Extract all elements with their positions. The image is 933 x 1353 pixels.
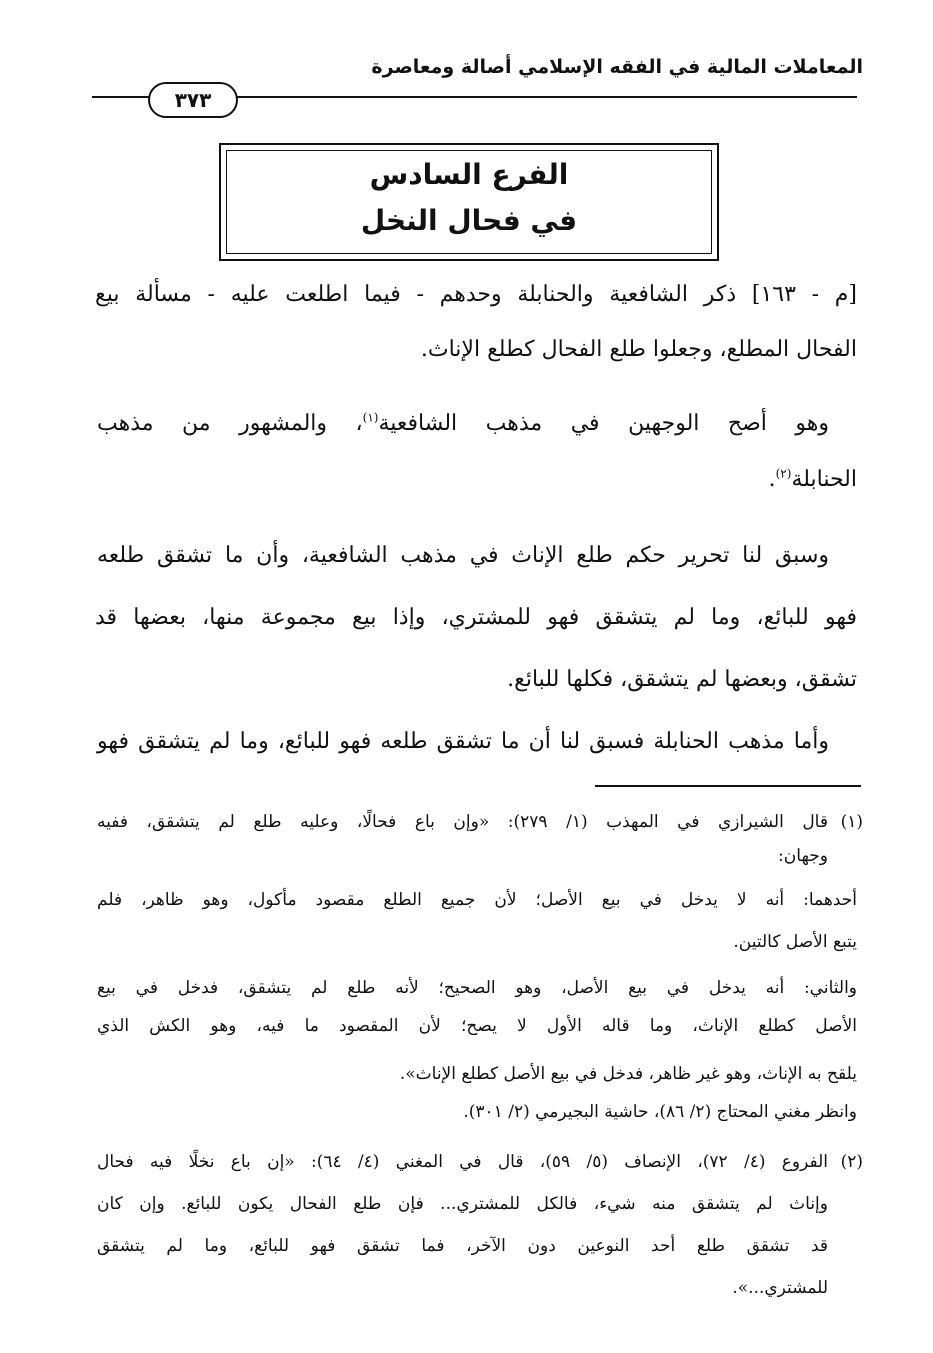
body-line-1: [م - ١٦٣] ذكر الشافعية والحنابلة وحدهم - فيما اطلعت عليه - مسألة بيع [95,282,857,307]
body-line-7: تشقق، وبعضها لم يتشقق، فكلها للبائع. [507,667,857,692]
section-title-line-2: في فحال النخل [360,204,578,237]
body-line-5: وسبق لنا تحرير حكم طلع الإناث في مذهب الشافعية، وأن ما تشقق طلعه [97,543,829,568]
footnote-1-line-7: يلقح به الإناث، وهو غير ظاهر، فدخل في بيع الأصل كطلع الإناث». [399,1064,857,1084]
footnote-2-line-1: الفروع (٤/ ٧٢)، الإنصاف (٥/ ٥٩)، قال في المغني (٤/ ٦٤): «إن باع نخلًا فيه فحال [97,1152,828,1172]
body-line-8: وأما مذهب الحنابلة فسبق لنا أن ما تشقق طلعه فهو للبائع، وما لم يتشقق فهو [97,729,829,754]
footnote-2-number: (٢) [840,1152,863,1172]
body-line-4 [95,460,857,500]
body-line-6: فهو للبائع، وما لم يتشقق فهو للمشتري، وإذا بيع مجموعة منها، بعضها قد [95,605,857,630]
footnote-2-line-2: وإناث لم يتشقق منه شيء، فالكل للمشتري... فإن طلع الفحال يكون للبائع. وإن كان [97,1194,828,1214]
footnote-1-line-1: قال الشيرازي في المهذب (١/ ٢٧٩): «وإن باع فحالًا، وعليه طلع لم يتشقق، ففيه [97,812,828,832]
footnote-1-line-2: وجهان: [778,846,828,866]
page-number: ٣٧٣ [148,82,238,118]
footnote-2-line-3: قد تشقق طلع أحد النوعين دون الآخر، فما تشقق فهو للبائع، وما لم يتشقق [97,1236,828,1256]
footnote-1-line-3: أحدهما: أنه لا يدخل في بيع الأصل؛ لأن جميع الطلع مقصود مأكول، وهو ظاهر، فلم [97,890,857,910]
body-line-3-text: وهو أصح الوجهين في مذهب الشافعية [378,411,829,436]
running-header-title: المعاملات المالية في الفقه الإسلامي أصالة ومعاصرة [371,56,863,78]
section-title-line-1: الفرع السادس [369,158,569,191]
footnote-1-line-4: يتبع الأصل كالتين. [733,932,857,952]
footnote-1-line-8: وانظر مغني المحتاج (٢/ ٨٦)، حاشية البجيرمي (٢/ ٣٠١). [463,1102,857,1122]
footnote-2-line-4: للمشتري...». [732,1278,828,1298]
body-line-2: الفحال المطلع، وجعلوا طلع الفحال كطلع الإناث. [420,337,857,362]
footnote-1-number: (١) [840,812,863,832]
body-line-3 [97,404,829,444]
body-line-4-text-cont: . [768,467,776,492]
footnote-1-line-6: الأصل كطلع الإناث، وما قاله الأول لا يصح؛ لأن المقصود ما فيه، وهو الكش الذي [97,1016,857,1036]
body-line-4-text: الحنابلة [791,467,857,492]
footnote-marker-1[interactable]: (١) [362,410,379,425]
footnote-1-line-5: والثاني: أنه يدخل في بيع الأصل، وهو الصحيح؛ لأنه طلع لم يتشقق، فدخل في بيع [97,978,857,998]
footnote-marker-2[interactable]: (٢) [775,466,792,481]
footnote-separator [595,785,861,787]
section-title-box [219,143,719,261]
body-line-3-text-cont: ، والمشهور من مذهب [97,411,363,436]
